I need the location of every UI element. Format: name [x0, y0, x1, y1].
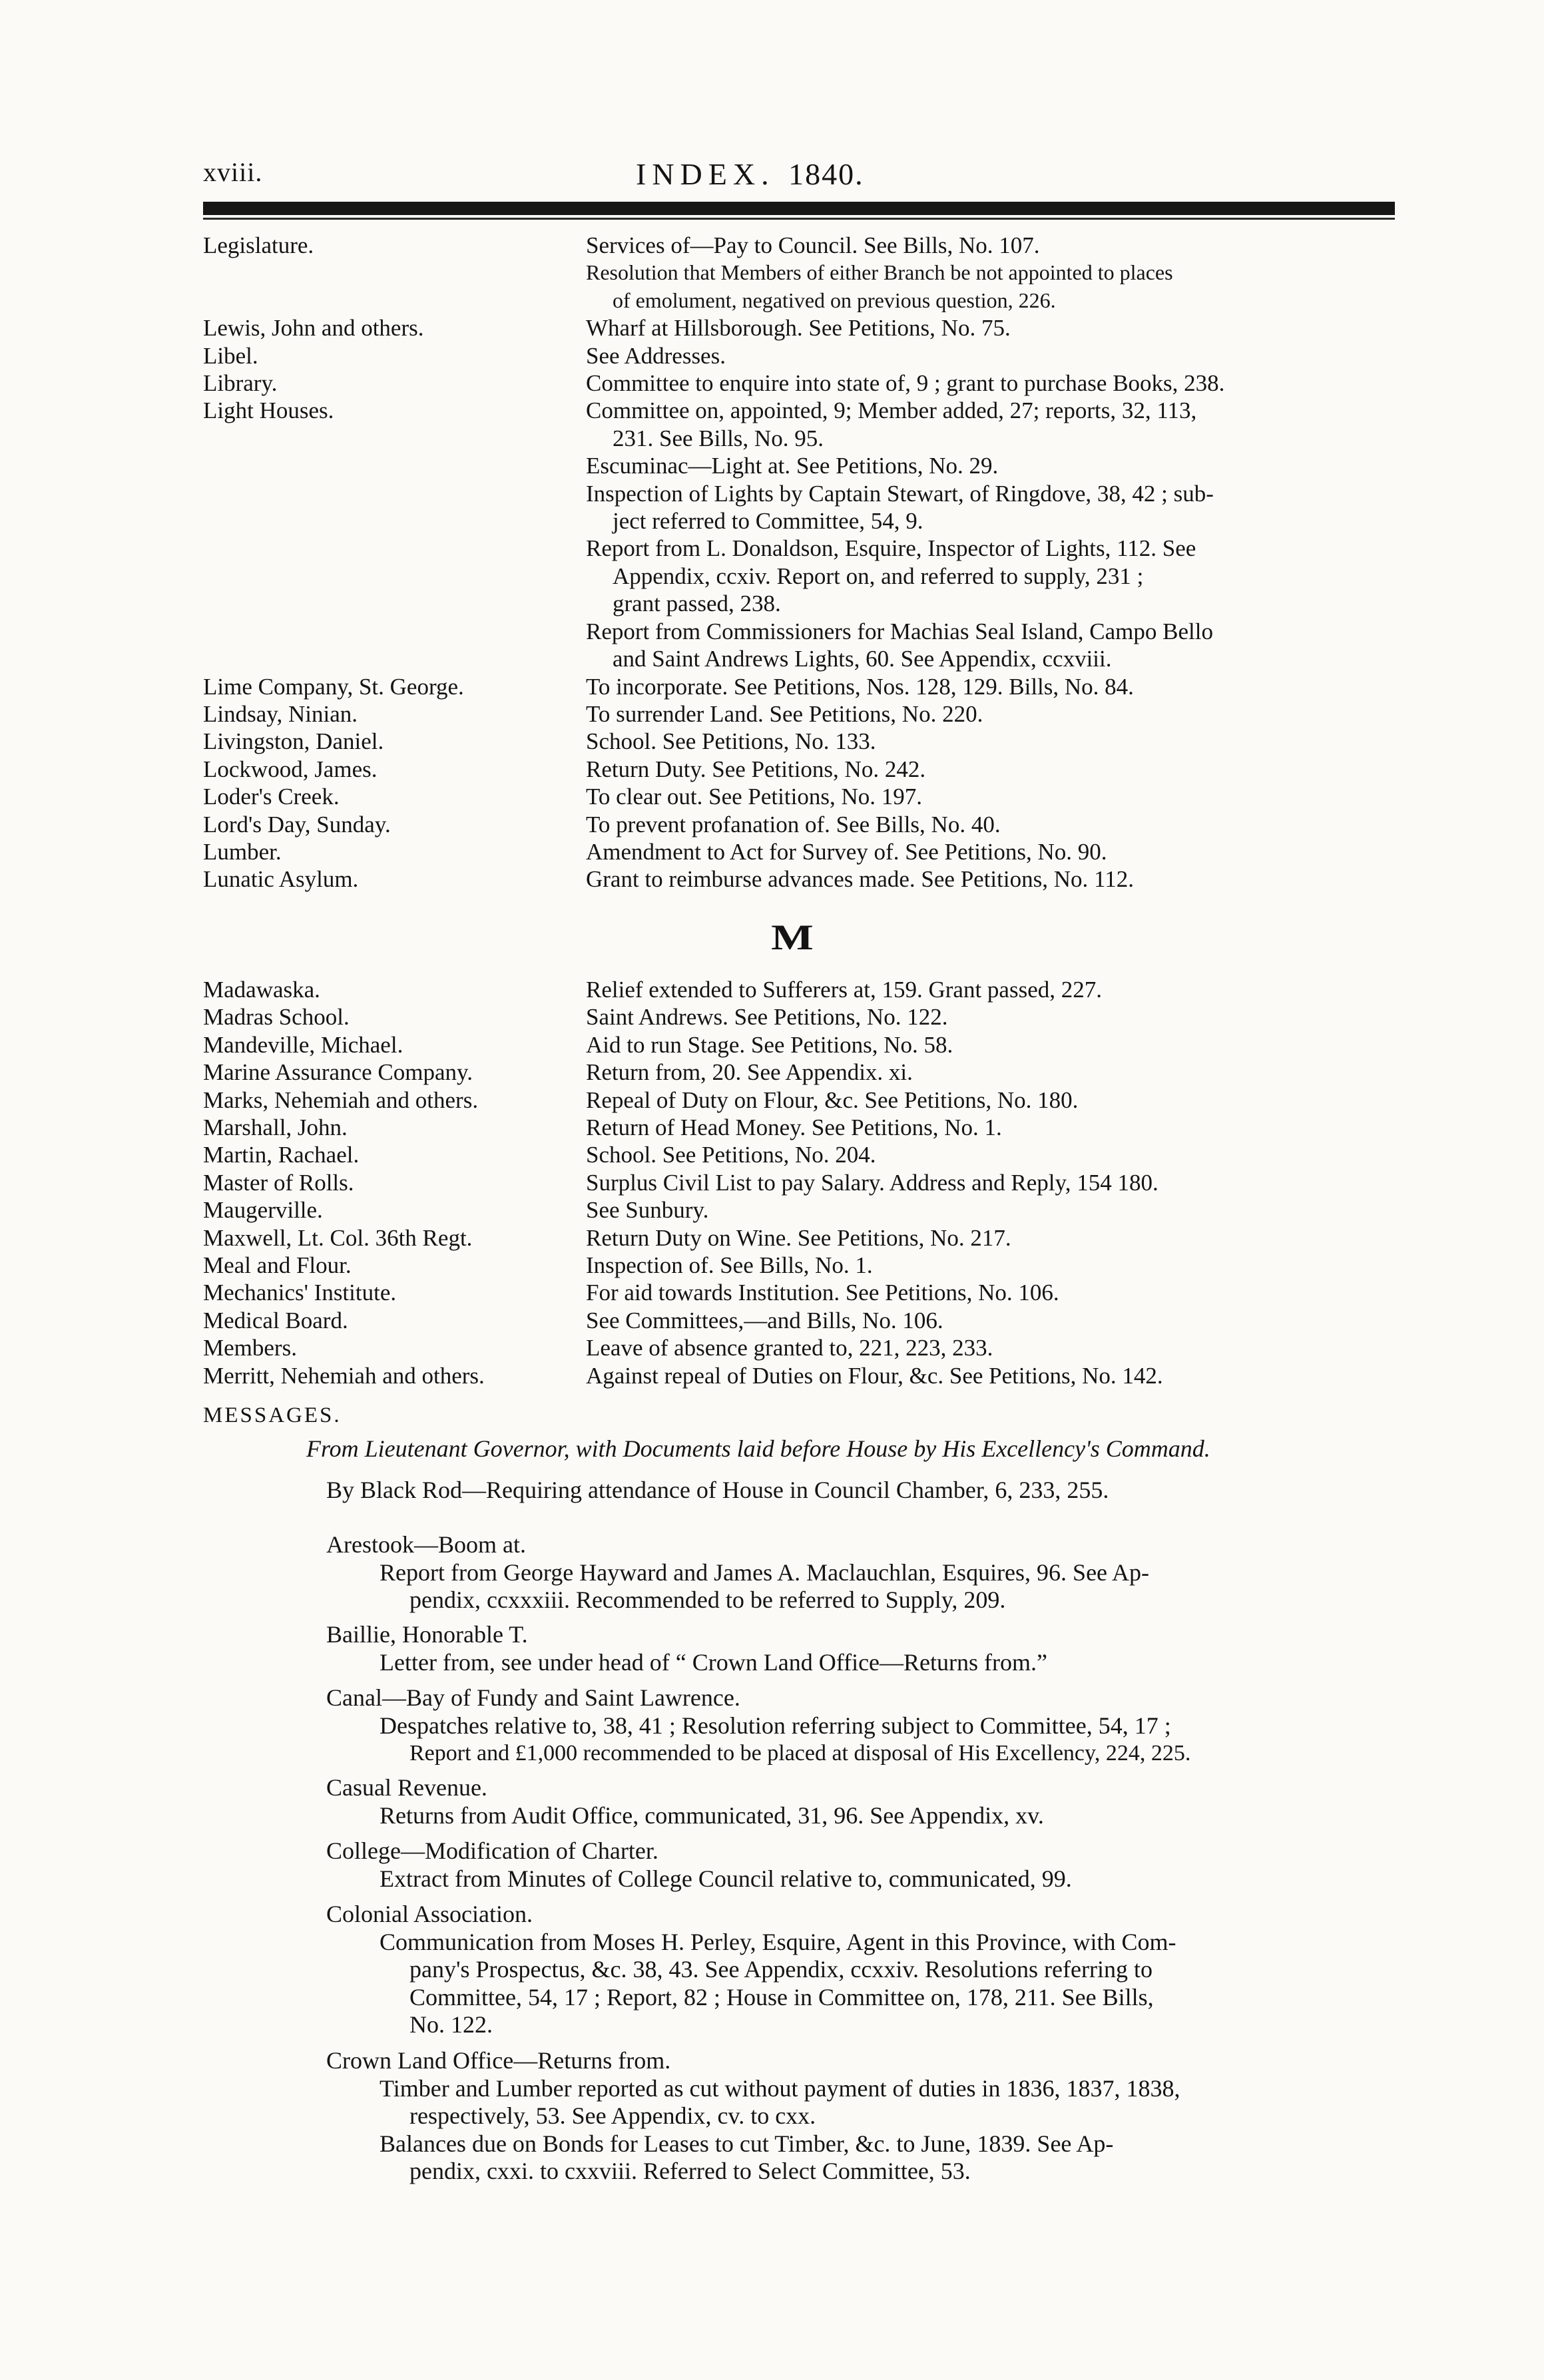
entry-heading: Legislature.: [203, 232, 314, 258]
entry-heading: Members.: [203, 1335, 297, 1361]
entry-heading: Mechanics' Institute.: [203, 1280, 397, 1306]
message-line: Communication from Moses H. Perley, Esquire, Agent in this Province, with Com-: [380, 1928, 1176, 1955]
entry-line: Leave of absence granted to, 221, 223, 233.: [586, 1335, 993, 1361]
message-line: pany's Prospectus, &c. 38, 43. See Appendix, ccxxiv. Resolutions referring to: [409, 1956, 1153, 1983]
entry-heading: Livingston, Daniel.: [203, 728, 384, 755]
index-entry: [203, 700, 1395, 728]
message-title: Arestook—Boom at.: [326, 1531, 526, 1558]
entry-line: Against repeal of Duties on Flour, &c. See Petitions, No. 142.: [586, 1362, 1163, 1389]
entry-heading: Marks, Nehemiah and others.: [203, 1086, 479, 1113]
message-line: No. 122.: [409, 2011, 493, 2038]
entry-line: School. See Petitions, No. 204.: [586, 1142, 876, 1168]
message-line: pendix, ccxxxiii. Recommended to be referred to Supply, 209.: [409, 1586, 1006, 1613]
entry-heading: Madras School.: [203, 1004, 350, 1031]
index-entry: [203, 1141, 1395, 1168]
entry-line: 231. See Bills, No. 95.: [613, 425, 824, 451]
entry-line: Aid to run Stage. See Petitions, No. 58.: [586, 1031, 953, 1058]
index-entry: [203, 1334, 1395, 1361]
entry-line: and Saint Andrews Lights, 60. See Appendix, ccxviii.: [613, 646, 1112, 672]
index-entry: [203, 1224, 1395, 1252]
message-line: Report and £1,000 recommended to be placed at disposal of His Excellency, 224, 225.: [409, 1741, 1191, 1766]
entry-heading: Library.: [203, 370, 278, 397]
page-header: [203, 156, 1395, 196]
black-rod-text: By Black Rod—Requiring attendance of House in Council Chamber, 6, 233, 255.: [326, 1477, 1109, 1503]
entry-line: To incorporate. See Petitions, Nos. 128, 129. Bills, No. 84.: [586, 673, 1134, 700]
page-number: xviii.: [203, 157, 263, 187]
entry-line: of emolument, negatived on previous question, 226.: [613, 288, 1056, 312]
entry-line: Escuminac—Light at. See Petitions, No. 29.: [586, 453, 999, 479]
entry-line: Resolution that Members of either Branch be not appointed to places: [586, 260, 1173, 285]
index-entry: [203, 1114, 1395, 1141]
entry-heading: Madawaska.: [203, 977, 320, 1003]
title-text: INDEX.: [636, 157, 775, 191]
message-title: Canal—Bay of Fundy and Saint Lawrence.: [326, 1684, 740, 1711]
index-entry: [203, 314, 1395, 342]
messages-heading: MESSAGES.: [203, 1403, 342, 1427]
message-item: [326, 1621, 1365, 1676]
entry-line: To surrender Land. See Petitions, No. 220.: [586, 700, 983, 727]
entry-heading: Loder's Creek.: [203, 784, 340, 810]
entry-line: Return Duty on Wine. See Petitions, No. 217.: [586, 1224, 1011, 1251]
entry-heading: Medical Board.: [203, 1307, 348, 1333]
message-line: Balances due on Bonds for Leases to cut Timber, &c. to June, 1839. See Ap-: [380, 2130, 1114, 2157]
entry-heading: Marshall, John.: [203, 1114, 348, 1141]
entry-heading: Maxwell, Lt. Col. 36th Regt.: [203, 1224, 473, 1251]
message-line: Returns from Audit Office, communicated, 31, 96. See Appendix, xv.: [380, 1801, 1044, 1829]
section-letter-m: M: [771, 917, 814, 957]
entry-line: Return from, 20. See Appendix. xi.: [586, 1059, 913, 1086]
entry-line: Relief extended to Sufferers at, 159. Grant passed, 227.: [586, 977, 1102, 1003]
entry-line: Report from L. Donaldson, Esquire, Inspector of Lights, 112. See: [586, 535, 1196, 562]
index-entry: [203, 1086, 1395, 1114]
index-entry: [203, 369, 1395, 397]
entry-line: See Sunbury.: [586, 1197, 709, 1224]
message-item: [326, 1837, 1365, 1893]
entry-heading: Lunatic Asylum.: [203, 866, 359, 893]
entry-line: Committee on, appointed, 9; Member added, 27; reports, 32, 113,: [586, 397, 1197, 424]
message-item: [326, 1531, 1365, 1614]
entry-heading: Maugerville.: [203, 1197, 323, 1224]
messages-subheading: From Lieutenant Governor, with Documents laid before House by His Excellency's Command.: [306, 1435, 1210, 1462]
entry-heading: Light Houses.: [203, 397, 334, 424]
entry-text: [586, 232, 1365, 314]
page-title: [636, 156, 864, 192]
entry-heading: Marine Assurance Company.: [203, 1059, 473, 1086]
index-entry: [203, 811, 1395, 838]
message-title: Crown Land Office—Returns from.: [326, 2047, 671, 2074]
entry-heading: Libel.: [203, 342, 258, 369]
entry-line: Amendment to Act for Survey of. See Petitions, No. 90.: [586, 838, 1107, 865]
entry-line: ject referred to Committee, 54, 9.: [613, 508, 923, 535]
entry-line: Surplus Civil List to pay Salary. Address and Reply, 154 180.: [586, 1169, 1158, 1196]
black-rod-entry: [326, 1477, 1365, 1505]
entry-heading: Lord's Day, Sunday.: [203, 811, 391, 837]
index-entry: [203, 976, 1395, 1003]
index-entry: [203, 728, 1395, 755]
index-entry: [203, 673, 1395, 700]
index-entry: [203, 1169, 1395, 1196]
entry-line: Wharf at Hillsborough. See Petitions, No. 75.: [586, 315, 1011, 342]
entry-line: grant passed, 238.: [613, 591, 781, 617]
message-item: [326, 1774, 1365, 1829]
entry-line: For aid towards Institution. See Petitions, No. 106.: [586, 1280, 1059, 1306]
entry-line: Grant to reimburse advances made. See Petitions, No. 112.: [586, 866, 1134, 893]
entry-line: Repeal of Duty on Flour, &c. See Petitions, No. 180.: [586, 1086, 1079, 1113]
entry-heading: Lime Company, St. George.: [203, 673, 464, 700]
entry-line: Return of Head Money. See Petitions, No. 1.: [586, 1114, 1002, 1141]
message-line: Timber and Lumber reported as cut without payment of duties in 1836, 1837, 1838,: [380, 2074, 1180, 2102]
index-entry: [203, 1252, 1395, 1279]
message-line: Report from George Hayward and James A. Maclauchlan, Esquires, 96. See Ap-: [380, 1558, 1150, 1586]
index-entry: [203, 1196, 1395, 1224]
entry-heading: Meal and Flour.: [203, 1252, 352, 1279]
index-entry: [203, 838, 1395, 865]
index-entry: [203, 1031, 1395, 1059]
entry-heading: Lumber.: [203, 838, 282, 865]
entry-heading: Mandeville, Michael.: [203, 1031, 403, 1058]
entry-line: Inspection of Lights by Captain Stewart, of Ringdove, 38, 42 ; sub-: [586, 480, 1214, 507]
message-line: Extract from Minutes of College Council relative to, communicated, 99.: [380, 1865, 1072, 1892]
entry-line: Saint Andrews. See Petitions, No. 122.: [586, 1004, 948, 1031]
title-year: 1840.: [788, 157, 864, 191]
index-entry: [203, 342, 1395, 369]
message-line: Despatches relative to, 38, 41 ; Resolution referring subject to Committee, 54, 17 ;: [380, 1712, 1171, 1739]
message-line: respectively, 53. See Appendix, cv. to cxx.: [409, 2102, 816, 2129]
entry-heading: Martin, Rachael.: [203, 1142, 360, 1168]
entry-heading: Lindsay, Ninian.: [203, 700, 358, 727]
entry-heading: Lockwood, James.: [203, 756, 378, 782]
l-entries: [203, 232, 1395, 893]
entry-line: Committee to enquire into state of, 9 ; grant to purchase Books, 238.: [586, 370, 1225, 397]
message-line: Letter from, see under head of “ Crown Land Office—Returns from.”: [380, 1648, 1047, 1676]
index-entry: [203, 783, 1395, 810]
entry-line: Return Duty. See Petitions, No. 242.: [586, 756, 926, 782]
entry-line: See Committees,—and Bills, No. 106.: [586, 1307, 943, 1333]
index-entry: [203, 397, 1395, 672]
entry-line: To prevent profanation of. See Bills, No. 40.: [586, 811, 1001, 837]
entry-line: School. See Petitions, No. 133.: [586, 728, 876, 755]
header-rule-thin: [203, 218, 1395, 220]
message-line: Committee, 54, 17 ; Report, 82 ; House in Committee on, 178, 211. See Bills,: [409, 1983, 1154, 2011]
message-line: pendix, cxxi. to cxxviii. Referred to Select Committee, 53.: [409, 2158, 971, 2184]
index-entry: [203, 1059, 1395, 1086]
index-entry: [203, 1307, 1395, 1334]
entry-line: Services of—Pay to Council. See Bills, No. 107.: [586, 232, 1040, 258]
index-entry: [203, 1279, 1395, 1306]
message-title: Colonial Association.: [326, 1901, 533, 1927]
header-rule-thick: [203, 202, 1395, 215]
index-entry: [203, 1003, 1395, 1031]
index-entry: [203, 232, 1395, 314]
entry-line: Appendix, ccxiv. Report on, and referred to supply, 231 ;: [613, 563, 1144, 589]
message-title: College—Modification of Charter.: [326, 1837, 658, 1864]
message-title: Baillie, Honorable T.: [326, 1621, 528, 1648]
index-entry: [203, 865, 1395, 893]
entry-line: To clear out. See Petitions, No. 197.: [586, 784, 922, 810]
entry-heading: Lewis, John and others.: [203, 315, 424, 342]
message-item: [326, 1901, 1365, 2039]
index-entry: [203, 756, 1395, 783]
entry-line: Inspection of. See Bills, No. 1.: [586, 1252, 873, 1279]
index-entry: [203, 1362, 1395, 1389]
entry-heading: Master of Rolls.: [203, 1169, 354, 1196]
message-item: [326, 1684, 1365, 1768]
entry-line: Report from Commissioners for Machias Seal Island, Campo Bello: [586, 618, 1213, 644]
message-title: Casual Revenue.: [326, 1774, 487, 1801]
message-item: [326, 2047, 1365, 2186]
m-entries: [203, 976, 1395, 1389]
entry-line: See Addresses.: [586, 342, 726, 369]
entry-heading: Merritt, Nehemiah and others.: [203, 1362, 485, 1389]
